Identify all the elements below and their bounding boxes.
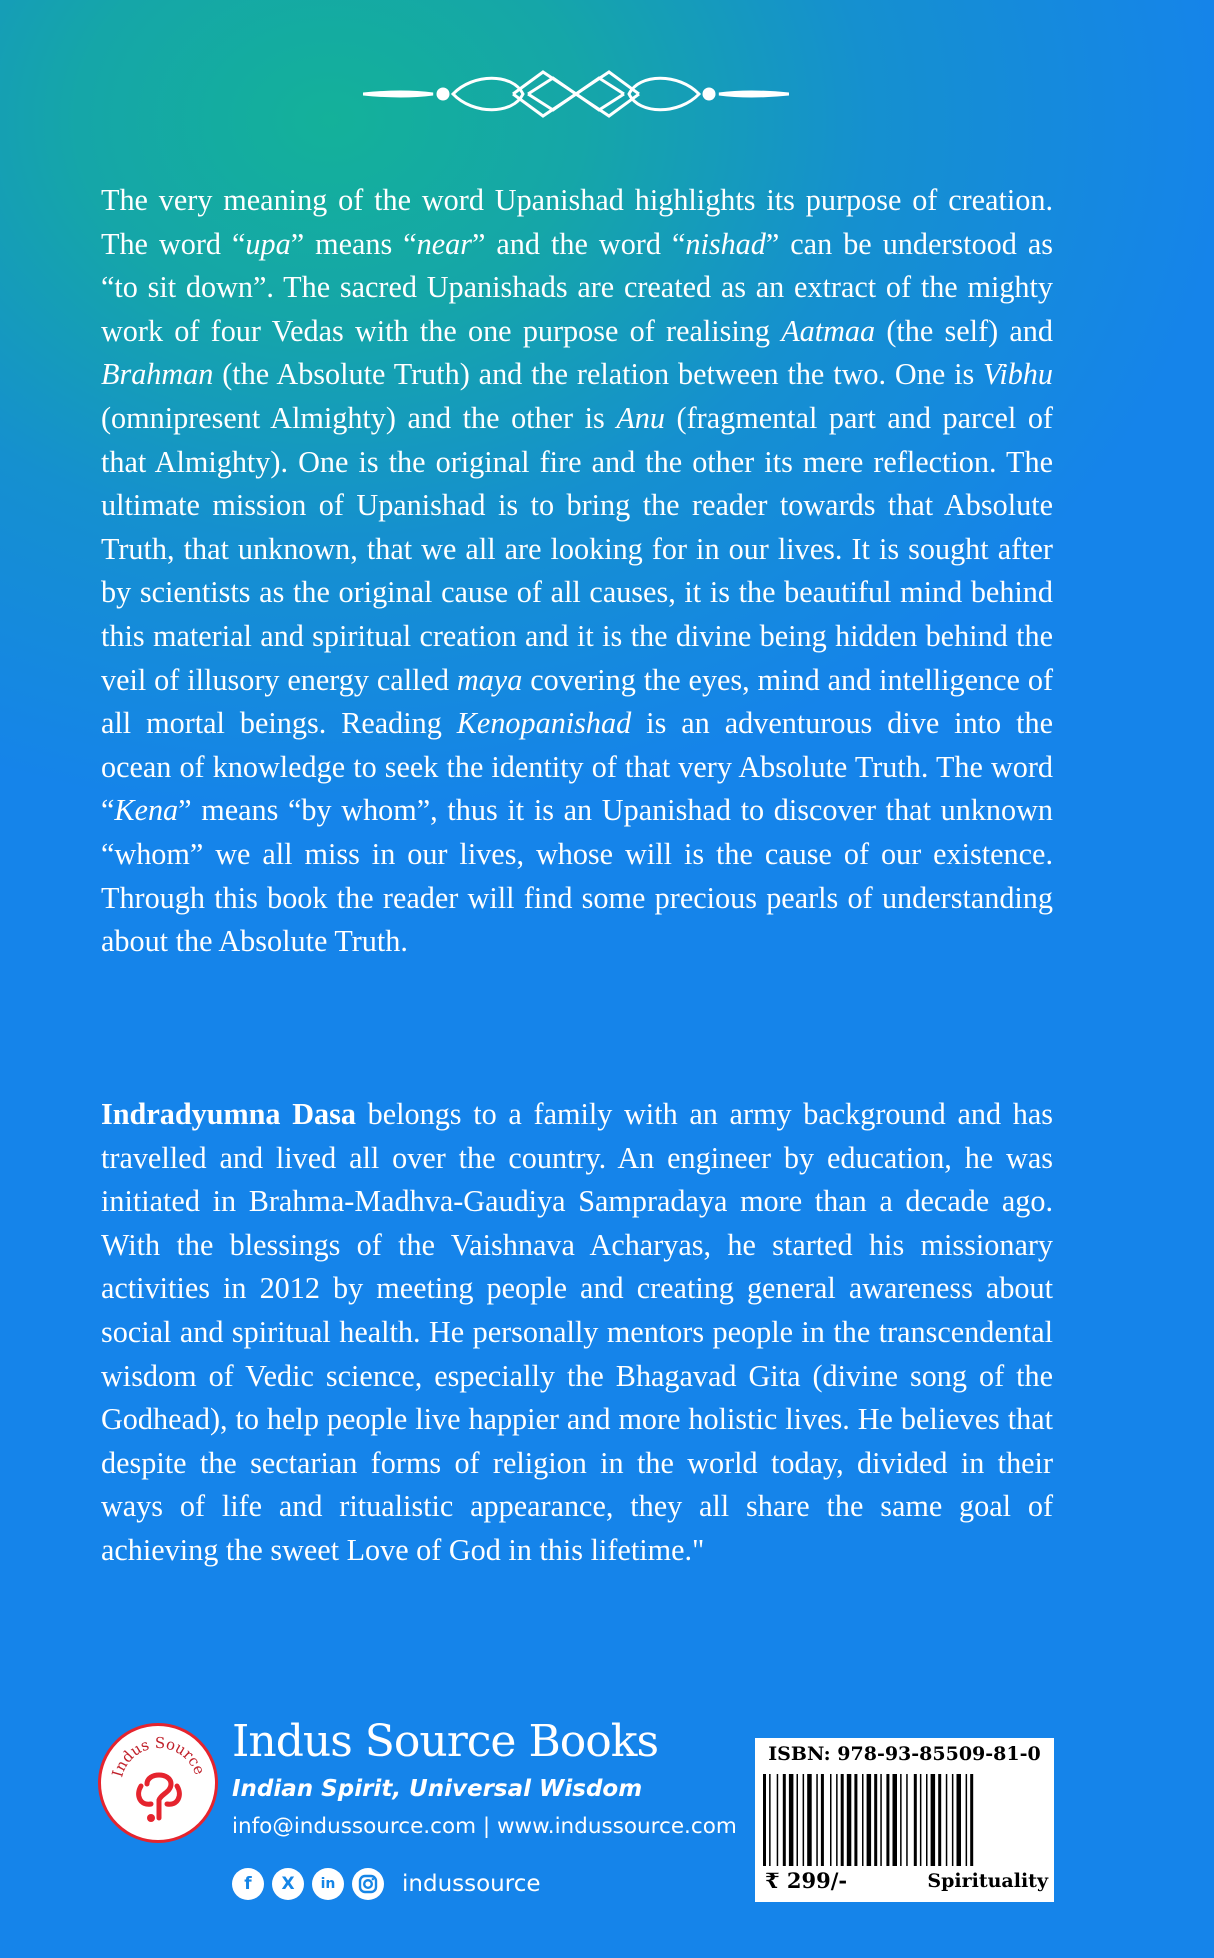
barcode-bar bbox=[769, 1774, 771, 1866]
barcode-bar bbox=[906, 1774, 908, 1866]
barcode-bar bbox=[966, 1774, 968, 1866]
barcode-bar bbox=[957, 1774, 962, 1866]
barcode-bar bbox=[920, 1774, 922, 1866]
barcode-bar bbox=[867, 1774, 872, 1866]
barcode-bar bbox=[763, 1774, 766, 1866]
isbn-label: ISBN: 978-93-85509-81-0 bbox=[768, 1743, 1041, 1765]
decorative-ornament bbox=[363, 68, 789, 120]
barcode-bar bbox=[789, 1774, 794, 1866]
publisher-tagline: Indian Spirit, Universal Wisdom bbox=[232, 1776, 643, 1802]
barcode-bar bbox=[777, 1774, 779, 1866]
category-label: Spirituality bbox=[927, 1870, 1048, 1892]
barcode-bar bbox=[900, 1774, 902, 1866]
barcode-bar bbox=[803, 1774, 805, 1866]
barcode-bar bbox=[816, 1774, 818, 1866]
barcode-bar bbox=[926, 1774, 928, 1866]
barcode-bar bbox=[938, 1774, 941, 1866]
facebook-icon[interactable]: f bbox=[232, 1868, 264, 1900]
barcode-box bbox=[755, 1738, 1054, 1902]
barcode-bar bbox=[783, 1774, 786, 1866]
publisher-name: Indus Source Books bbox=[232, 1716, 659, 1767]
author-bio: Indradyumna Dasa belongs to a family with an army background and has travelled and lived all over the country. An engineer by education, he was initiated in Brahma-Madhva-Gaudiya Sampradaya more than a decade ago. With the blessings of the Vaishnava Acharyas, he started his missionary activities in 2012 by meeting people and creating general awareness about social and spiritual health. He personally mentors people in the transcendental wisdom of Vedic science, especially the Bhagavad Gita (divine song of the Godhead), to help people live happier and more holistic lives. He believes that despite the sectarian forms of religion in the world today, divided in their ways of life and ritualistic appearance, they all share the same goal of achieving the sweet Love of God in this lifetime." bbox=[101, 1097, 1053, 1567]
barcode-bar bbox=[886, 1774, 889, 1866]
barcode bbox=[763, 1774, 1046, 1866]
barcode-bar bbox=[854, 1774, 857, 1866]
barcode-bar bbox=[807, 1774, 812, 1866]
x-icon[interactable]: X bbox=[272, 1868, 304, 1900]
svg-text:Indus Source: Indus Source bbox=[108, 1733, 209, 1780]
barcode-bar bbox=[970, 1774, 973, 1866]
barcode-bar bbox=[946, 1774, 948, 1866]
publisher-contacts: info@indussource.com | www.indussource.com bbox=[232, 1814, 737, 1839]
barcode-bar bbox=[952, 1774, 954, 1866]
author-name: Indradyumna Dasa bbox=[101, 1097, 356, 1131]
publisher-logo-mark bbox=[101, 1726, 215, 1840]
social-links bbox=[232, 1868, 541, 1900]
barcode-bar bbox=[847, 1774, 852, 1866]
barcode-bar bbox=[797, 1774, 799, 1866]
price-label: ₹ 299/- bbox=[765, 1868, 848, 1893]
instagram-icon[interactable] bbox=[352, 1868, 384, 1900]
barcode-bar bbox=[821, 1774, 824, 1866]
barcode-bar bbox=[874, 1774, 877, 1866]
barcode-bar bbox=[931, 1774, 936, 1866]
barcode-bar bbox=[862, 1774, 864, 1866]
barcode-bar bbox=[914, 1774, 917, 1866]
social-handle: indussource bbox=[402, 1871, 541, 1897]
barcode-bar bbox=[880, 1774, 882, 1866]
barcode-bar bbox=[893, 1774, 898, 1866]
barcode-bar bbox=[836, 1774, 838, 1866]
barcode-bar bbox=[830, 1774, 832, 1866]
barcode-bar bbox=[841, 1774, 844, 1866]
book-blurb: The very meaning of the word Upanishad highlights its purpose of creation. The word “upa” means “near” and the word “nishad” can be understood as “to sit down”. The sacred Upanishads are created as an extract of the mighty work of four Vedas with the one purpose of realising Aatmaa (the self) and Brahman (the Absolute Truth) and the relation between the two. One is Vibhu (omnipresent Almighty) and the other is Anu (fragmental part and parcel of that Almighty). One is the original fire and the other its mere reflection. The ultimate mission of Upanishad is to bring the reader towards that Absolute Truth, that unknown, that we all are looking for in our lives. It is sought after by scientists as the original cause of all causes, it is the beautiful mind behind this material and spiritual creation and it is the divine being hidden behind the veil of illusory energy called maya covering the eyes, mind and intelligence of all mortal beings. Reading Kenopanishad is an adventurous dive into the ocean of knowledge to seek the identity of that very Absolute Truth. The word “Kena” means “by whom”, thus it is an Upanishad to discover that unknown “whom” we all miss in our lives, whose will is the cause of our existence. Through this book the reader will find some precious pearls of understanding about the Absolute Truth. bbox=[101, 183, 1054, 959]
publisher-logo bbox=[98, 1723, 218, 1843]
linkedin-icon[interactable]: in bbox=[312, 1868, 344, 1900]
